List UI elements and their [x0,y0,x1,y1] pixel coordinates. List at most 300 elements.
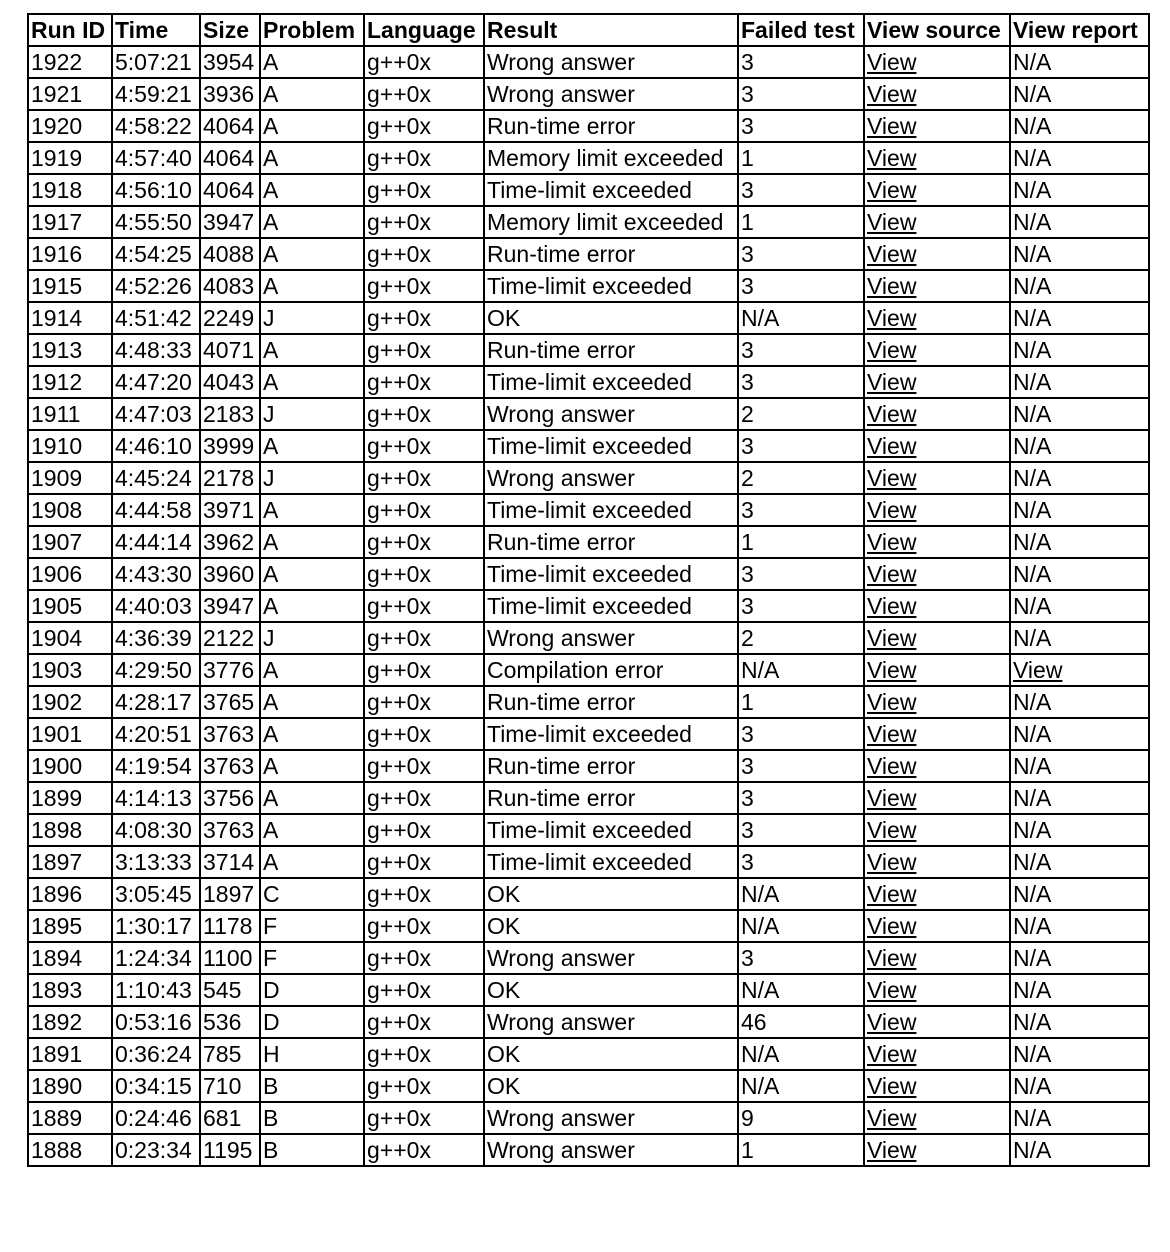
result-cell: Time-limit exceeded [484,814,738,846]
result-cell: Run-time error [484,750,738,782]
view-source-link[interactable]: View [867,720,917,747]
view-report-cell: N/A [1010,270,1149,302]
time-cell: 4:46:10 [112,430,200,462]
problem-cell: A [260,846,364,878]
language-cell: g++0x [364,78,484,110]
view-report-cell: N/A [1010,750,1149,782]
problem-cell: A [260,430,364,462]
view-source-cell [864,846,1010,878]
view-source-cell [864,1006,1010,1038]
result-cell: OK [484,878,738,910]
view-source-cell [864,942,1010,974]
size-cell: 3962 [200,526,260,558]
view-source-link[interactable]: View [867,688,917,715]
view-report-cell: N/A [1010,174,1149,206]
view-report-cell: N/A [1010,46,1149,78]
view-source-cell [864,334,1010,366]
view-source-cell [864,366,1010,398]
view-source-cell [864,590,1010,622]
run-id-cell: 1904 [28,622,112,654]
time-cell: 4:52:26 [112,270,200,302]
result-cell: Time-limit exceeded [484,174,738,206]
run-id-cell: 1907 [28,526,112,558]
problem-cell: A [260,494,364,526]
view-source-link[interactable]: View [867,912,917,939]
run-id-cell: 1918 [28,174,112,206]
language-cell: g++0x [364,782,484,814]
view-source-link[interactable]: View [867,496,917,523]
size-cell: 1100 [200,942,260,974]
view-report-cell: N/A [1010,238,1149,270]
failed-test-cell: 46 [738,1006,864,1038]
run-id-cell: 1919 [28,142,112,174]
language-cell: g++0x [364,814,484,846]
run-id-cell: 1894 [28,942,112,974]
size-cell: 4064 [200,174,260,206]
size-cell: 4088 [200,238,260,270]
language-cell: g++0x [364,558,484,590]
result-cell: Run-time error [484,334,738,366]
failed-test-cell: 3 [738,46,864,78]
view-source-link[interactable]: View [867,560,917,587]
size-cell: 4064 [200,110,260,142]
view-source-cell [864,814,1010,846]
run-id-cell: 1906 [28,558,112,590]
failed-test-cell: 3 [738,750,864,782]
view-report-cell: N/A [1010,846,1149,878]
failed-test-cell: 3 [738,814,864,846]
time-cell: 0:36:24 [112,1038,200,1070]
run-id-cell: 1922 [28,46,112,78]
header-result: Result [484,14,738,46]
view-report-cell [1010,654,1149,686]
run-id-cell: 1888 [28,1134,112,1166]
problem-cell: A [260,814,364,846]
run-id-cell: 1905 [28,590,112,622]
view-source-link[interactable]: View [867,624,917,651]
size-cell: 2122 [200,622,260,654]
run-id-cell: 1895 [28,910,112,942]
view-report-cell: N/A [1010,622,1149,654]
table-row [28,974,1149,1006]
view-source-cell [864,1038,1010,1070]
time-cell: 4:44:14 [112,526,200,558]
size-cell: 3947 [200,206,260,238]
result-cell: Time-limit exceeded [484,558,738,590]
result-cell: Wrong answer [484,462,738,494]
view-source-cell [864,878,1010,910]
view-report-cell: N/A [1010,974,1149,1006]
size-cell: 3763 [200,814,260,846]
table-row [28,558,1149,590]
table-row [28,462,1149,494]
view-source-link[interactable]: View [867,816,917,843]
result-cell: Run-time error [484,686,738,718]
time-cell: 4:29:50 [112,654,200,686]
time-cell: 0:24:46 [112,1102,200,1134]
size-cell: 3756 [200,782,260,814]
problem-cell: A [260,782,364,814]
table-row [28,302,1149,334]
language-cell: g++0x [364,270,484,302]
view-report-cell: N/A [1010,206,1149,238]
view-source-link[interactable]: View [867,432,917,459]
view-source-link[interactable]: View [867,368,917,395]
view-source-link[interactable]: View [867,1104,917,1131]
result-cell: Wrong answer [484,398,738,430]
language-cell: g++0x [364,430,484,462]
failed-test-cell: 1 [738,526,864,558]
time-cell: 4:48:33 [112,334,200,366]
view-report-cell: N/A [1010,78,1149,110]
language-cell: g++0x [364,590,484,622]
result-cell: Time-limit exceeded [484,494,738,526]
time-cell: 0:53:16 [112,1006,200,1038]
view-source-link[interactable]: View [867,112,917,139]
size-cell: 4064 [200,142,260,174]
view-source-link[interactable]: View [867,176,917,203]
view-source-link[interactable]: View [867,336,917,363]
table-row [28,1006,1149,1038]
view-source-cell [864,782,1010,814]
view-report-cell: N/A [1010,590,1149,622]
table-row [28,206,1149,238]
time-cell: 3:05:45 [112,878,200,910]
problem-cell: A [260,270,364,302]
view-report-cell: N/A [1010,1102,1149,1134]
problem-cell: J [260,462,364,494]
run-id-cell: 1890 [28,1070,112,1102]
view-report-cell: N/A [1010,142,1149,174]
result-cell: Memory limit exceeded [484,206,738,238]
language-cell: g++0x [364,238,484,270]
problem-cell: H [260,1038,364,1070]
table-row [28,174,1149,206]
result-cell: Time-limit exceeded [484,718,738,750]
failed-test-cell: 3 [738,494,864,526]
problem-cell: B [260,1070,364,1102]
result-cell: OK [484,1070,738,1102]
size-cell: 3714 [200,846,260,878]
view-source-cell [864,238,1010,270]
result-cell: Wrong answer [484,1102,738,1134]
failed-test-cell: 3 [738,110,864,142]
run-id-cell: 1901 [28,718,112,750]
problem-cell: C [260,878,364,910]
view-source-link[interactable]: View [867,272,917,299]
view-source-cell [864,494,1010,526]
time-cell: 0:34:15 [112,1070,200,1102]
table-row [28,878,1149,910]
size-cell: 2249 [200,302,260,334]
view-report-cell: N/A [1010,558,1149,590]
failed-test-cell: 1 [738,206,864,238]
language-cell: g++0x [364,974,484,1006]
problem-cell: A [260,142,364,174]
header-failed-test: Failed test [738,14,864,46]
view-report-cell: N/A [1010,910,1149,942]
run-id-cell: 1909 [28,462,112,494]
time-cell: 4:47:03 [112,398,200,430]
size-cell: 4043 [200,366,260,398]
language-cell: g++0x [364,1038,484,1070]
view-report-cell: N/A [1010,782,1149,814]
header-problem: Problem [260,14,364,46]
view-source-cell [864,686,1010,718]
time-cell: 5:07:21 [112,46,200,78]
failed-test-cell: 1 [738,686,864,718]
view-source-link[interactable]: View [867,1072,917,1099]
failed-test-cell: 1 [738,142,864,174]
table-row [28,942,1149,974]
time-cell: 4:08:30 [112,814,200,846]
result-cell: Wrong answer [484,1134,738,1166]
view-report-cell: N/A [1010,494,1149,526]
failed-test-cell: 3 [738,174,864,206]
view-report-cell: N/A [1010,302,1149,334]
table-header-row [28,14,1149,46]
table-row [28,430,1149,462]
size-cell: 4071 [200,334,260,366]
time-cell: 1:24:34 [112,942,200,974]
view-source-cell [864,110,1010,142]
view-source-cell [864,974,1010,1006]
run-id-cell: 1913 [28,334,112,366]
result-cell: Time-limit exceeded [484,270,738,302]
run-id-cell: 1891 [28,1038,112,1070]
view-source-link[interactable]: View [867,304,917,331]
time-cell: 4:14:13 [112,782,200,814]
view-source-link[interactable]: View [867,48,917,75]
problem-cell: J [260,622,364,654]
language-cell: g++0x [364,302,484,334]
table-row [28,494,1149,526]
view-report-cell: N/A [1010,110,1149,142]
language-cell: g++0x [364,1134,484,1166]
problem-cell: A [260,206,364,238]
run-id-cell: 1911 [28,398,112,430]
time-cell: 4:54:25 [112,238,200,270]
failed-test-cell: 3 [738,846,864,878]
table-row [28,622,1149,654]
problem-cell: A [260,750,364,782]
failed-test-cell: 3 [738,942,864,974]
problem-cell: J [260,398,364,430]
table-row [28,750,1149,782]
language-cell: g++0x [364,206,484,238]
size-cell: 3971 [200,494,260,526]
table-row [28,846,1149,878]
view-source-link[interactable]: View [867,592,917,619]
size-cell: 3763 [200,750,260,782]
view-source-cell [864,1102,1010,1134]
problem-cell: D [260,974,364,1006]
size-cell: 3960 [200,558,260,590]
time-cell: 4:58:22 [112,110,200,142]
view-source-link[interactable]: View [867,976,917,1003]
time-cell: 4:40:03 [112,590,200,622]
run-id-cell: 1898 [28,814,112,846]
view-source-link[interactable]: View [867,240,917,267]
view-source-link[interactable]: View [867,144,917,171]
result-cell: Wrong answer [484,1006,738,1038]
view-source-cell [864,46,1010,78]
size-cell: 3947 [200,590,260,622]
view-source-cell [864,270,1010,302]
view-report-cell: N/A [1010,1070,1149,1102]
table-row [28,46,1149,78]
failed-test-cell: 1 [738,1134,864,1166]
size-cell: 3776 [200,654,260,686]
run-id-cell: 1900 [28,750,112,782]
view-source-link[interactable]: View [867,1040,917,1067]
view-source-cell [864,206,1010,238]
view-source-link[interactable]: View [867,944,917,971]
view-report-cell: N/A [1010,942,1149,974]
view-source-cell [864,622,1010,654]
size-cell: 681 [200,1102,260,1134]
table-row [28,1038,1149,1070]
size-cell: 3954 [200,46,260,78]
view-report-cell: N/A [1010,430,1149,462]
failed-test-cell: N/A [738,974,864,1006]
result-cell: Run-time error [484,110,738,142]
view-source-link[interactable]: View [867,784,917,811]
run-id-cell: 1921 [28,78,112,110]
view-report-cell: N/A [1010,526,1149,558]
view-report-cell: N/A [1010,334,1149,366]
result-cell: Wrong answer [484,942,738,974]
size-cell: 2178 [200,462,260,494]
problem-cell: F [260,910,364,942]
run-id-cell: 1896 [28,878,112,910]
failed-test-cell: 2 [738,398,864,430]
view-source-cell [864,526,1010,558]
failed-test-cell: 3 [738,558,864,590]
table-row [28,718,1149,750]
language-cell: g++0x [364,1070,484,1102]
view-source-link[interactable]: View [867,1008,917,1035]
view-source-link[interactable]: View [867,656,917,683]
view-source-cell [864,174,1010,206]
size-cell: 3765 [200,686,260,718]
submissions-table [27,13,1150,1167]
view-source-cell [864,302,1010,334]
header-time: Time [112,14,200,46]
result-cell: OK [484,1038,738,1070]
result-cell: Run-time error [484,526,738,558]
failed-test-cell: N/A [738,910,864,942]
view-source-link[interactable]: View [867,880,917,907]
run-id-cell: 1914 [28,302,112,334]
result-cell: Compilation error [484,654,738,686]
language-cell: g++0x [364,622,484,654]
language-cell: g++0x [364,110,484,142]
problem-cell: F [260,942,364,974]
problem-cell: A [260,238,364,270]
time-cell: 4:47:20 [112,366,200,398]
size-cell: 3936 [200,78,260,110]
view-report-cell: N/A [1010,814,1149,846]
view-source-cell [864,430,1010,462]
view-report-cell: N/A [1010,1006,1149,1038]
view-source-cell [864,718,1010,750]
size-cell: 536 [200,1006,260,1038]
table-row [28,654,1149,686]
view-report-cell: N/A [1010,686,1149,718]
language-cell: g++0x [364,910,484,942]
view-source-link[interactable]: View [867,400,917,427]
time-cell: 4:51:42 [112,302,200,334]
failed-test-cell: N/A [738,302,864,334]
failed-test-cell: 3 [738,718,864,750]
view-source-link[interactable]: View [867,464,917,491]
result-cell: Wrong answer [484,78,738,110]
time-cell: 4:19:54 [112,750,200,782]
table-row [28,910,1149,942]
header-run-id: Run ID [28,14,112,46]
run-id-cell: 1910 [28,430,112,462]
result-cell: Wrong answer [484,46,738,78]
language-cell: g++0x [364,366,484,398]
failed-test-cell: N/A [738,1038,864,1070]
view-source-link[interactable]: View [867,528,917,555]
table-row [28,238,1149,270]
size-cell: 3999 [200,430,260,462]
failed-test-cell: N/A [738,878,864,910]
time-cell: 4:28:17 [112,686,200,718]
failed-test-cell: 3 [738,590,864,622]
time-cell: 4:20:51 [112,718,200,750]
language-cell: g++0x [364,142,484,174]
view-source-cell [864,1070,1010,1102]
time-cell: 4:43:30 [112,558,200,590]
language-cell: g++0x [364,942,484,974]
table-row [28,782,1149,814]
problem-cell: A [260,174,364,206]
view-source-link[interactable]: View [867,752,917,779]
language-cell: g++0x [364,686,484,718]
table-row [28,1134,1149,1166]
time-cell: 4:57:40 [112,142,200,174]
view-report-cell: N/A [1010,398,1149,430]
language-cell: g++0x [364,654,484,686]
failed-test-cell: 3 [738,78,864,110]
view-source-link[interactable]: View [867,80,917,107]
size-cell: 1897 [200,878,260,910]
header-size: Size [200,14,260,46]
failed-test-cell: 3 [738,782,864,814]
table-row [28,270,1149,302]
run-id-cell: 1903 [28,654,112,686]
size-cell: 1178 [200,910,260,942]
view-source-cell [864,78,1010,110]
size-cell: 4083 [200,270,260,302]
view-report-cell: N/A [1010,1038,1149,1070]
view-source-link[interactable]: View [867,208,917,235]
problem-cell: A [260,526,364,558]
view-report-cell: N/A [1010,366,1149,398]
view-source-link[interactable]: View [867,1136,917,1163]
table-row [28,1070,1149,1102]
failed-test-cell: 3 [738,334,864,366]
time-cell: 4:55:50 [112,206,200,238]
result-cell: Time-limit exceeded [484,366,738,398]
view-source-link[interactable]: View [867,848,917,875]
view-report-link[interactable]: View [1013,656,1063,683]
view-source-cell [864,462,1010,494]
size-cell: 1195 [200,1134,260,1166]
